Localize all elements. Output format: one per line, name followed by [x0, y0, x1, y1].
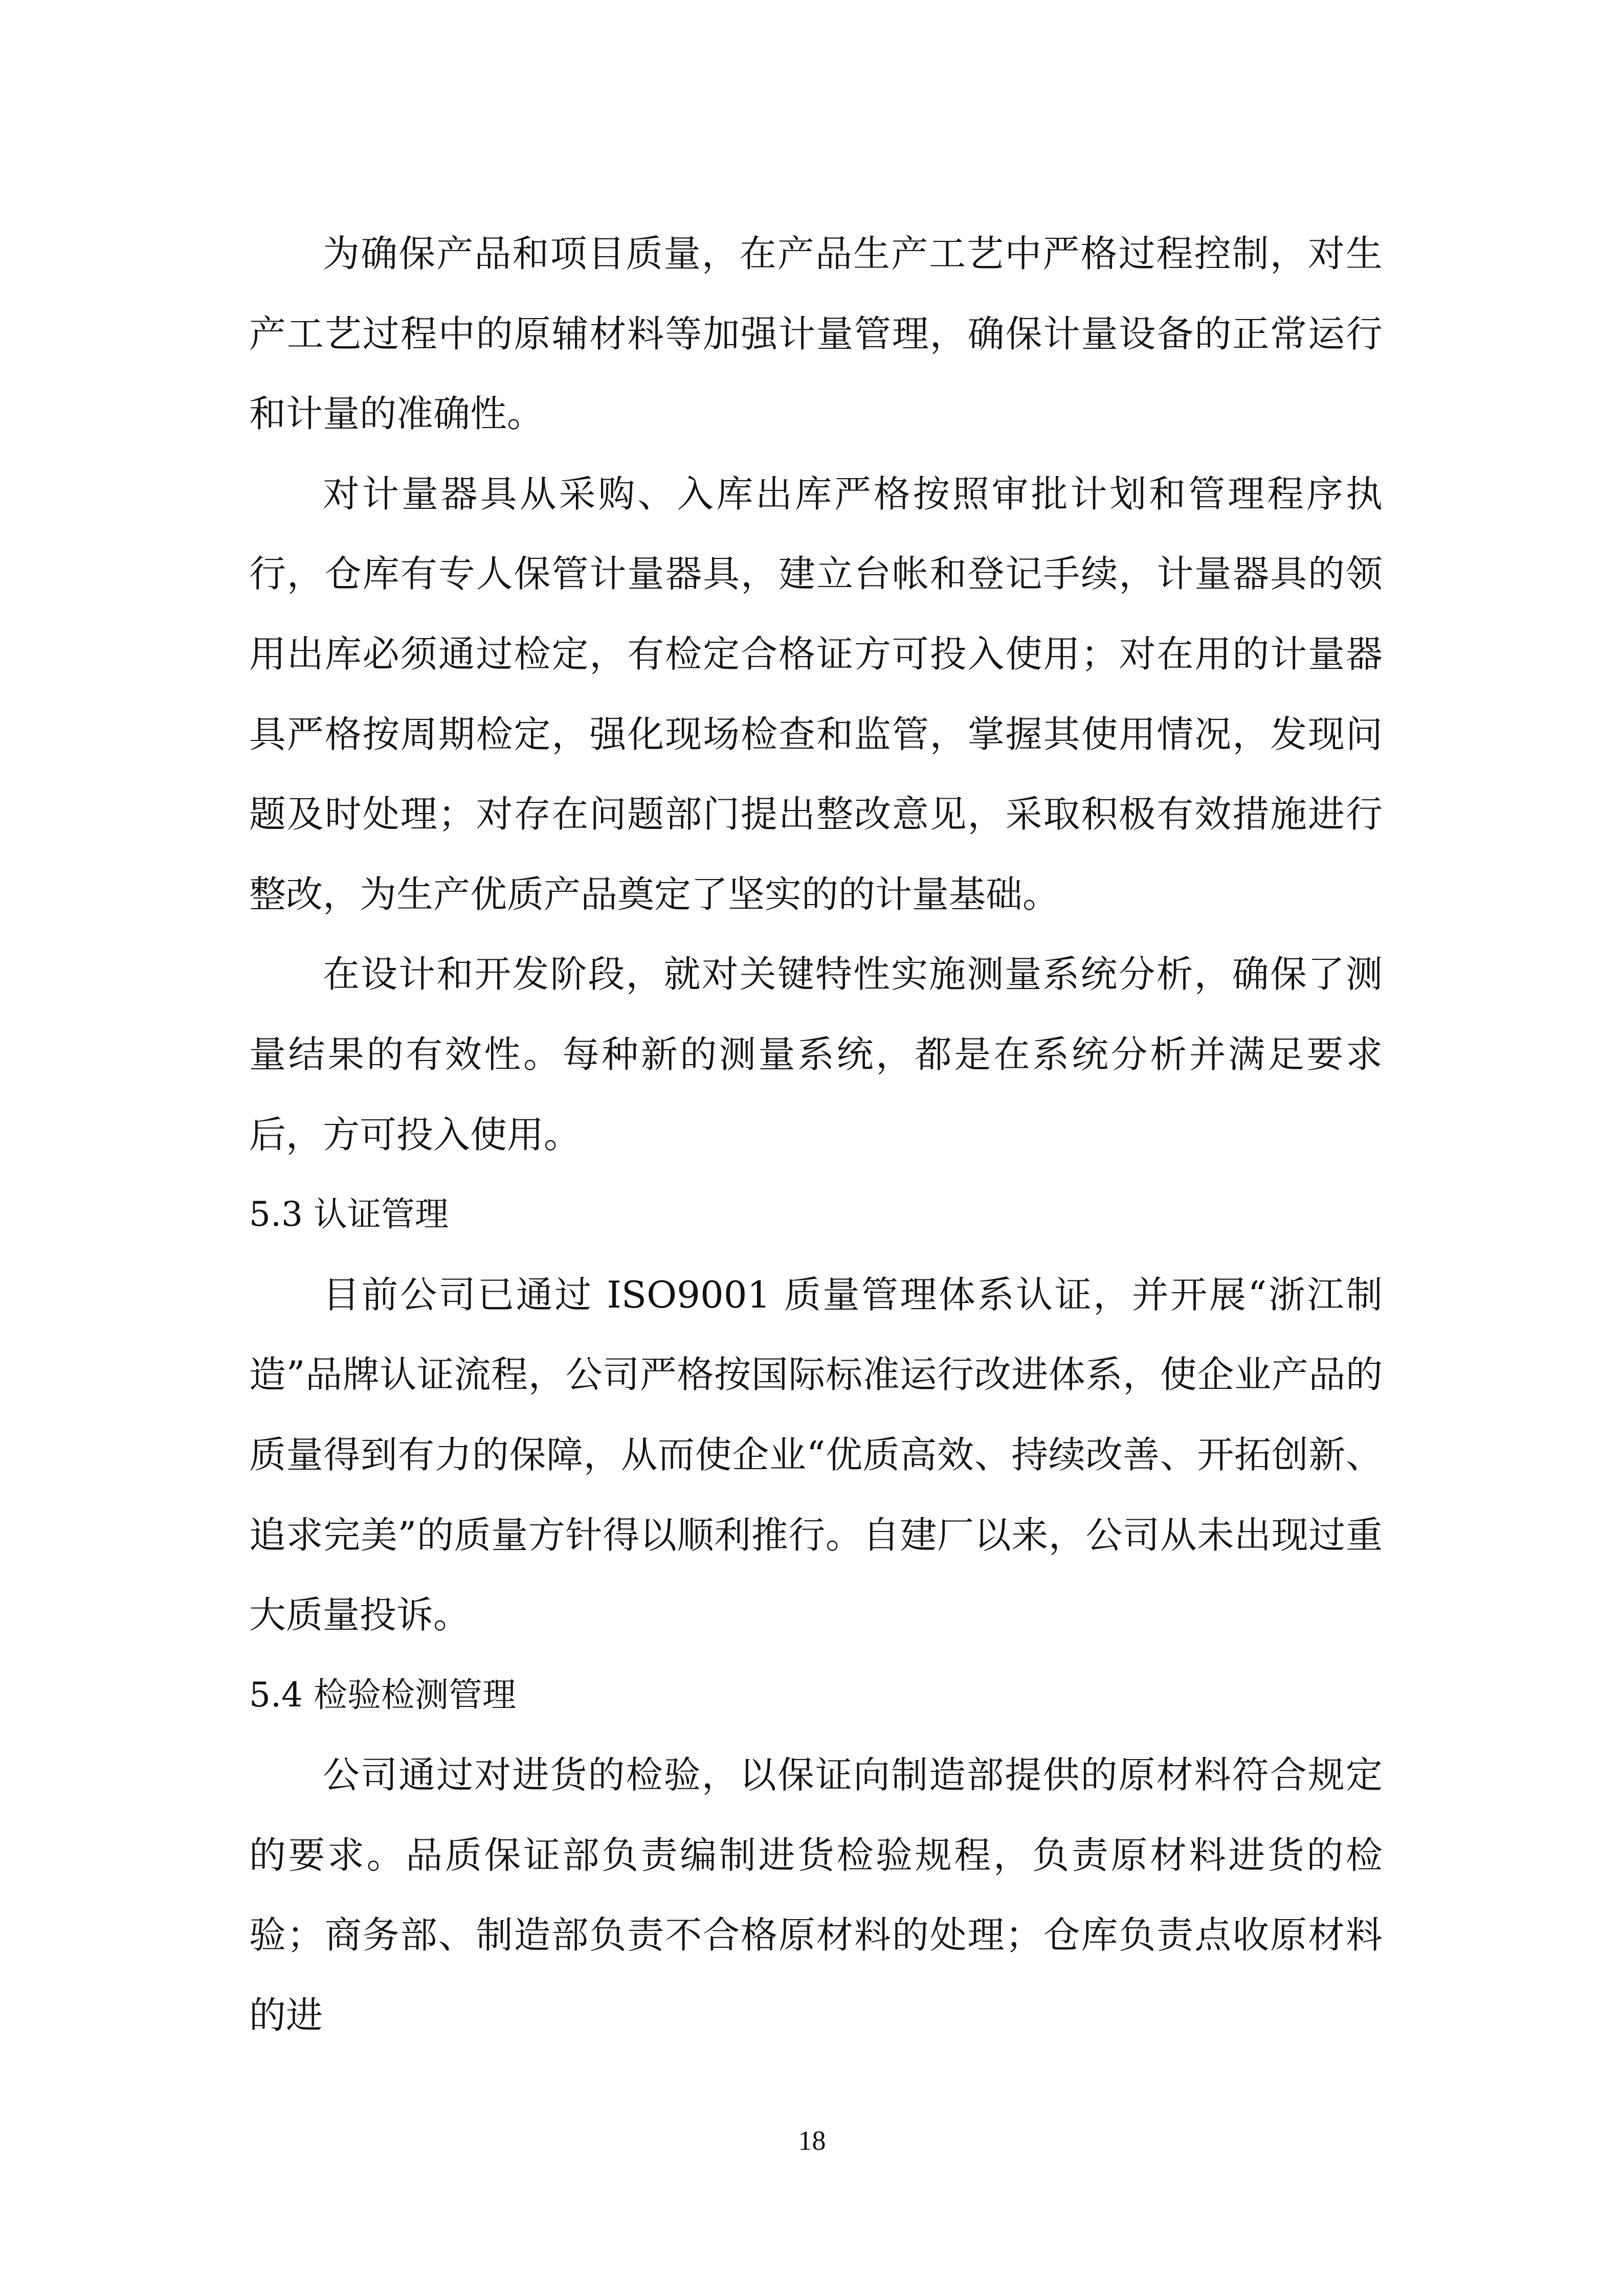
- page-body: [249, 214, 1383, 2056]
- paragraph-certification: 目前公司已通过 ISO9001 质量管理体系认证，并开展“浙江制造”品牌认证流程，公司严格按国际标准运行改进体系，使企业产品的质量得到有力的保障，从而使企业“优质高效、持续改善、开拓创新、追求完美”的质量方针得以顺利推行。自建厂以来，公司从未出现过重大质量投诉。: [249, 1273, 1383, 1637]
- paragraph-inspection: 公司通过对进货的检验，以保证向制造部提供的原材料符合规定的要求。品质保证部负责编制进货检验规程，负责原材料进货的检验；商务部、制造部负责不合格原材料的处理；仓库负责点收原材料的进: [249, 1753, 1383, 2037]
- paragraph-measuring-instruments: 对计量器具从采购、入库出库严格按照审批计划和管理程序执行，仓库有专人保管计量器具，建立台帐和登记手续，计量器具的领用出库必须通过检定，有检定合格证方可投入使用；对在用的计量器具严格按周期检定，强化现场检查和监管，掌握其使用情况，发现问题及时处理；对存在问题部门提出整改意见，采取积极有效措施进行整改，为生产优质产品奠定了坚实的的计量基础。: [249, 472, 1383, 916]
- section-heading-inspection: 5.4 检验检测管理: [249, 1675, 516, 1715]
- paragraph-measurement-system-analysis: 在设计和开发阶段，就对关键特性实施测量系统分析，确保了测量结果的有效性。每种新的测量系统，都是在系统分析并满足要求后，方可投入使用。: [249, 953, 1383, 1156]
- paragraph-quality-control: 为确保产品和项目质量，在产品生产工艺中严格过程控制，对生产工艺过程中的原辅材料等加强计量管理，确保计量设备的正常运行和计量的准确性。: [249, 232, 1383, 436]
- page-number: 18: [798, 2125, 826, 2156]
- section-heading-certification: 5.3 认证管理: [249, 1195, 449, 1234]
